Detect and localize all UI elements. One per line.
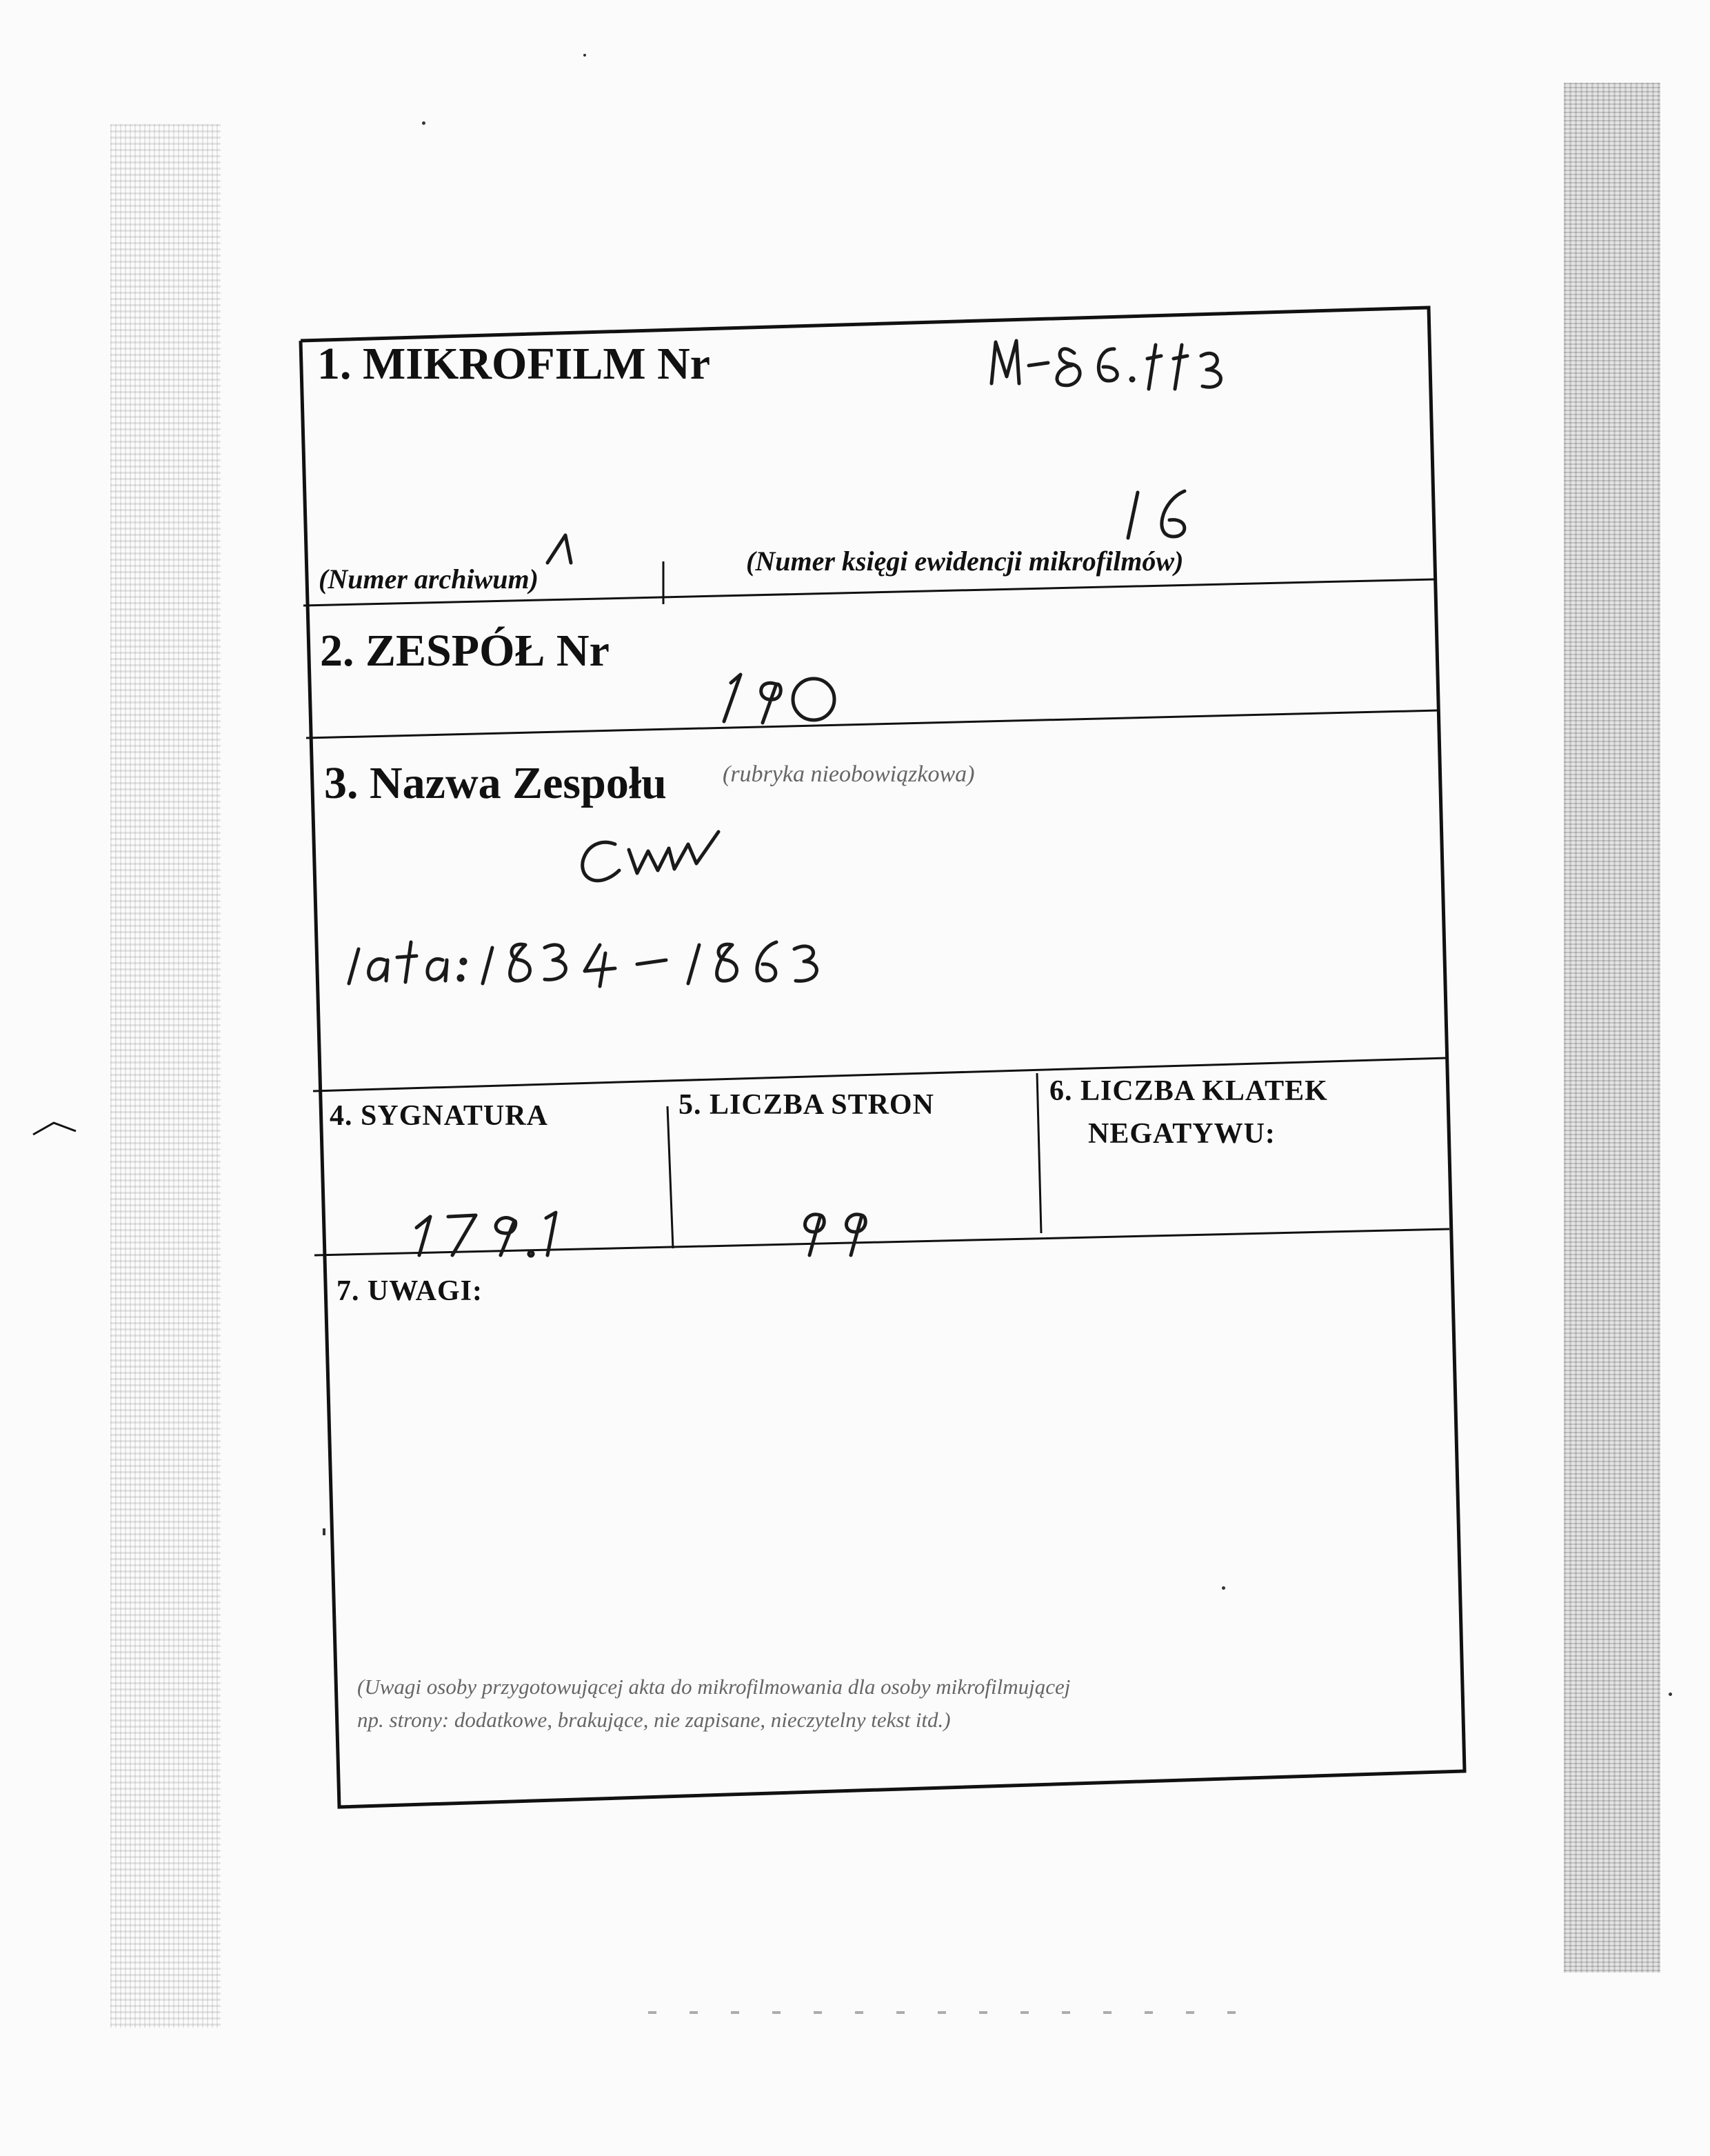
negatywu-label: NEGATYWU: <box>1088 1118 1276 1150</box>
handwritten-liczba-stron <box>790 1200 887 1262</box>
handwritten-zespol-number <box>717 666 841 728</box>
handwritten-mikrofilm-number <box>986 335 1234 397</box>
sygnatura-label: 4. SYGNATURA <box>330 1100 548 1132</box>
liczba-stron-label: 5. LICZBA STRON <box>678 1089 934 1121</box>
mikrofilm-label: 1. MIKROFILM Nr <box>317 339 711 389</box>
handwritten-zespol-name <box>565 825 731 894</box>
uwagi-footnote-line2: np. strony: dodatkowe, brakujące, nie zapisane, nieczytelny tekst itd.) <box>357 1708 951 1732</box>
optional-field-note: (rubryka nieobowiązkowa) <box>723 761 975 787</box>
liczba-klatek-label: 6. LICZBA KLATEK <box>1049 1075 1328 1107</box>
zespol-label: 2. ZESPÓŁ Nr <box>320 626 610 676</box>
handwritten-archive-number <box>542 531 583 572</box>
handwritten-dates <box>345 917 827 1000</box>
archive-number-caption: (Numer archiwum) <box>319 563 539 595</box>
handwritten-sygnatura <box>410 1200 575 1262</box>
nazwa-zespolu-label: 3. Nazwa Zespołu <box>324 758 667 808</box>
register-number-caption: (Numer księgi ewidencji mikrofilmów) <box>746 546 1184 577</box>
uwagi-label: 7. UWAGI: <box>336 1275 483 1307</box>
handwritten-register-number <box>1121 483 1204 545</box>
uwagi-footnote-line1: (Uwagi osoby przygotowującej akta do mikrofilmowania dla osoby mikrofilmującej <box>357 1675 1071 1699</box>
